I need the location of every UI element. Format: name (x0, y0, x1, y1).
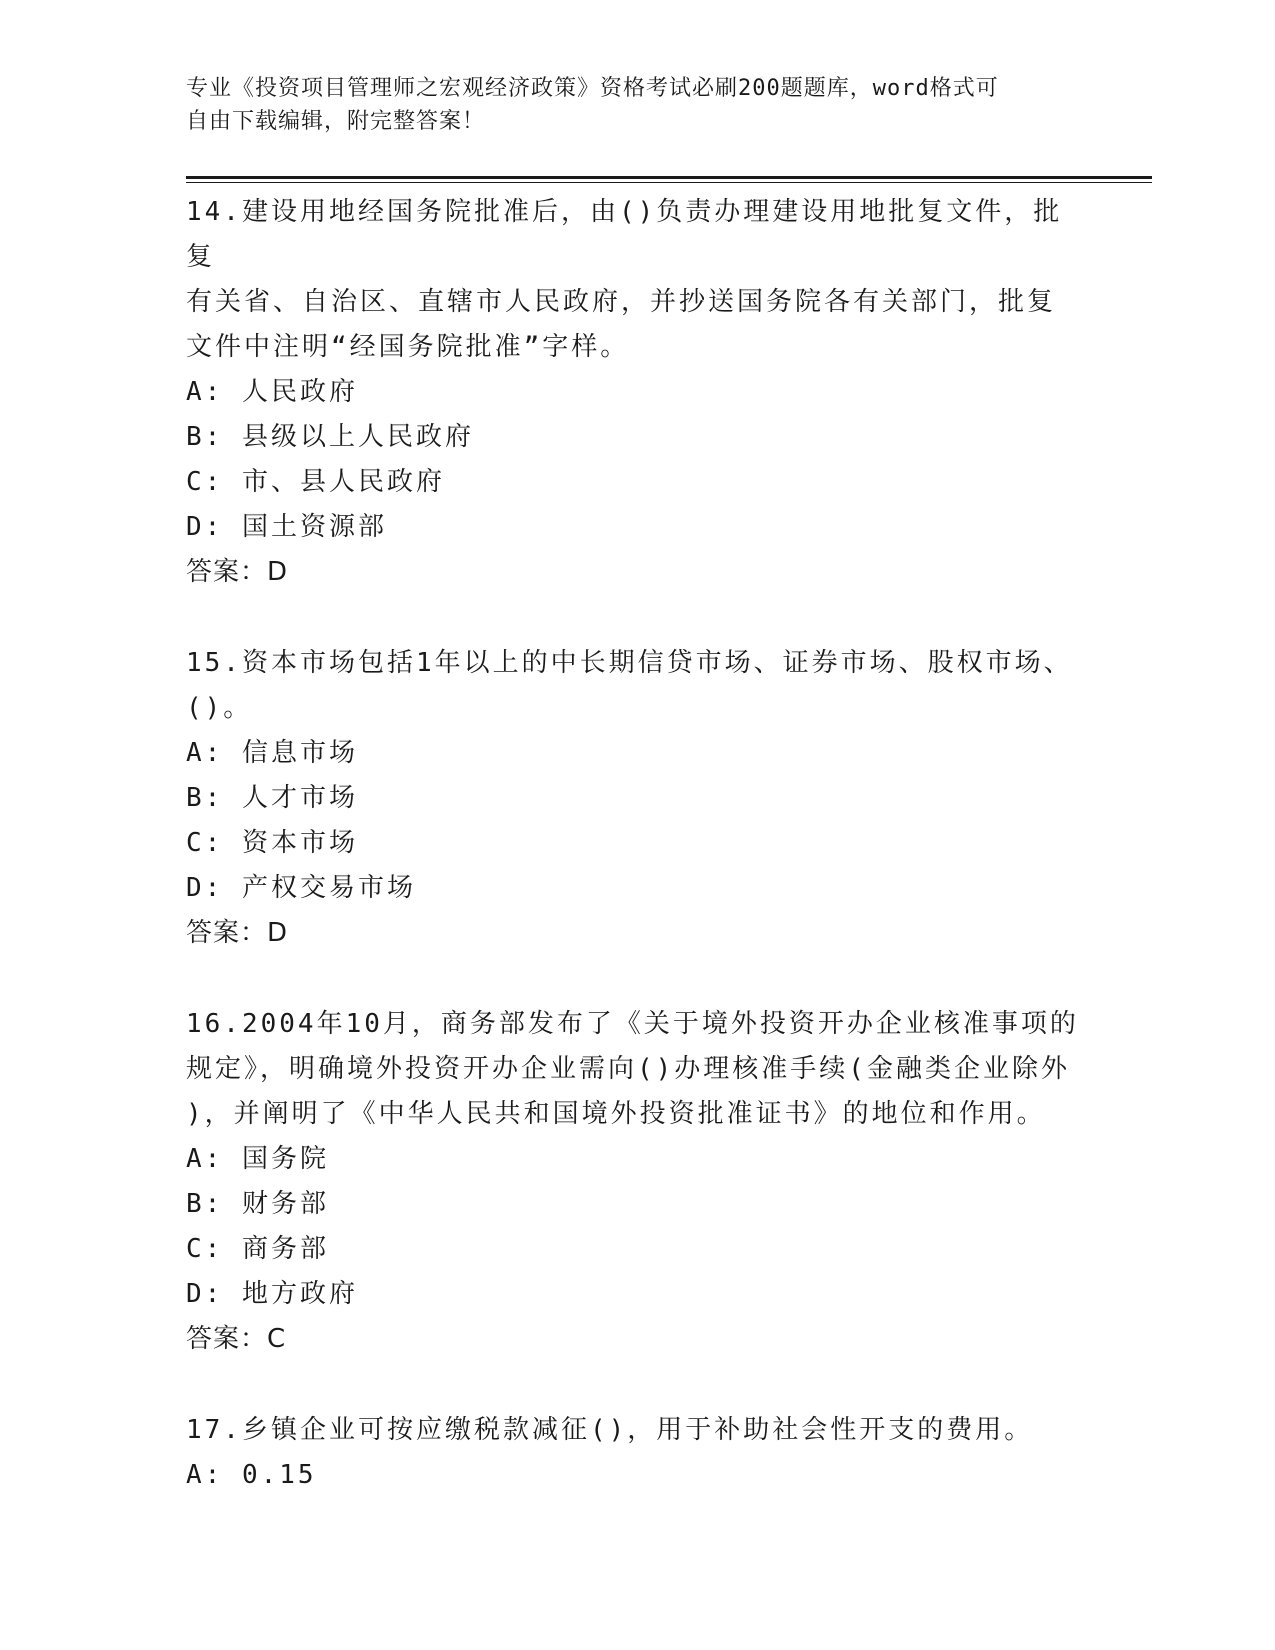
answer: 答案：D (186, 557, 289, 587)
header-line-2: 自由下载编辑，附完整答案！ (186, 109, 486, 134)
option-b: B: 财务部 (186, 1189, 329, 1219)
header-rule-thick (186, 176, 1152, 179)
question-stem-line: 14.建设用地经国务院批准后，由()负责办理建设用地批复文件，批复 (186, 197, 1063, 272)
answer: 答案：D (186, 918, 289, 948)
question-16 (186, 1002, 1086, 1362)
option-b: B: 人才市场 (186, 783, 358, 813)
header-line-1: 专业《投资项目管理师之宏观经济政策》资格考试必刷200题题库，word格式可 (186, 76, 999, 101)
header-rule-thin (186, 182, 1152, 183)
question-17 (186, 1408, 1086, 1498)
question-stem-line: 文件中注明“经国务院批准”字样。 (186, 332, 630, 362)
question-stem-line: 有关省、自治区、直辖市人民政府，并抄送国务院各有关部门，批复 (186, 287, 1057, 317)
option-a: A: 国务院 (186, 1144, 329, 1174)
question-14 (186, 190, 1086, 595)
option-d: D: 国土资源部 (186, 512, 387, 542)
question-stem-line: ()。 (186, 693, 253, 723)
document-header (186, 72, 1066, 138)
question-stem-line: 15.资本市场包括1年以上的中长期信贷市场、证券市场、股权市场、 (186, 648, 1073, 678)
option-a: A: 信息市场 (186, 738, 358, 768)
question-15 (186, 641, 1086, 956)
question-stem-line: 17.乡镇企业可按应缴税款减征()，用于补助社会性开支的费用。 (186, 1415, 1034, 1445)
option-c: C: 资本市场 (186, 828, 358, 858)
answer: 答案：C (186, 1324, 287, 1354)
question-stem-line: 16.2004年10月，商务部发布了《关于境外投资开办企业核准事项的 (186, 1009, 1079, 1039)
option-d: D: 地方政府 (186, 1279, 358, 1309)
option-c: C: 市、县人民政府 (186, 467, 445, 497)
option-b: B: 县级以上人民政府 (186, 422, 474, 452)
question-stem-line: )，并阐明了《中华人民共和国境外投资批准证书》的地位和作用。 (186, 1099, 1046, 1129)
question-list (186, 190, 1086, 1544)
question-stem-line: 规定》，明确境外投资开办企业需向()办理核准手续(金融类企业除外 (186, 1054, 1070, 1084)
option-d: D: 产权交易市场 (186, 873, 416, 903)
option-a: A: 0.15 (186, 1460, 317, 1490)
option-a: A: 人民政府 (186, 377, 358, 407)
option-c: C: 商务部 (186, 1234, 329, 1264)
